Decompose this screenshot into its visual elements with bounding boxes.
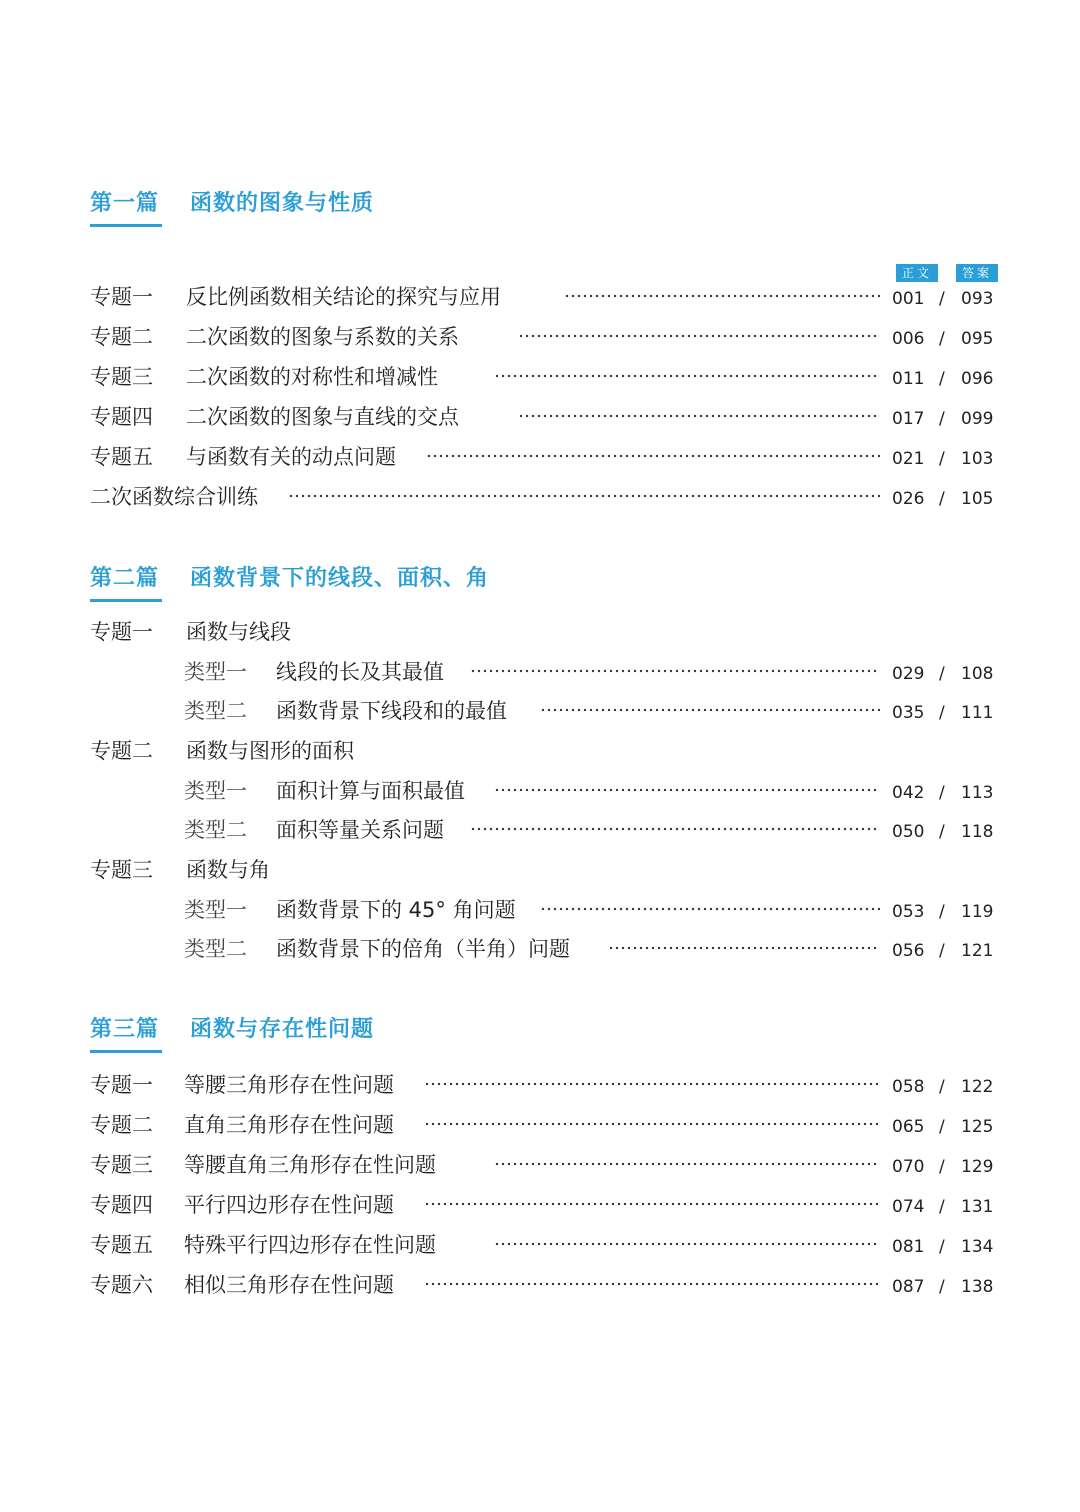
dot-leader	[424, 1078, 880, 1090]
part-header	[90, 1012, 1000, 1072]
page-numbers: 065 / 125	[885, 1114, 1000, 1140]
topic-label: 专题三	[90, 858, 153, 882]
entry-title: 等腰直角三角形存在性问题	[184, 1153, 436, 1177]
toc-row[interactable]	[90, 776, 1000, 806]
dot-leader	[470, 823, 880, 835]
text-page: 042	[892, 783, 925, 803]
topic-label: 专题三	[90, 365, 153, 389]
toc-row[interactable]	[90, 1230, 1000, 1260]
text-page: 065	[892, 1117, 925, 1137]
part-1	[90, 186, 1000, 516]
topic-label: 专题六	[90, 1273, 153, 1297]
part-underline	[90, 599, 162, 602]
page-numbers: 021 / 103	[885, 446, 1000, 472]
text-page: 053	[892, 902, 925, 922]
answer-page: 121	[961, 941, 994, 961]
topic-label: 专题一	[90, 620, 153, 644]
text-page: 070	[892, 1157, 925, 1177]
entry-title: 函数背景下的倍角（半角）问题	[276, 937, 570, 961]
type-label: 类型二	[184, 937, 247, 961]
text-page: 081	[892, 1237, 925, 1257]
part-number: 第一篇	[90, 191, 160, 216]
topic-label: 专题四	[90, 405, 153, 429]
text-page: 026	[892, 489, 925, 509]
page-numbers: 081 / 134	[885, 1234, 1000, 1260]
page-numbers: 050 / 118	[885, 819, 1000, 845]
entry-title: 平行四边形存在性问题	[184, 1193, 394, 1217]
dot-leader	[564, 290, 880, 302]
entry-title: 面积计算与面积最值	[276, 779, 465, 803]
answer-page: 129	[961, 1157, 994, 1177]
entry-title: 函数背景下线段和的最值	[276, 699, 507, 723]
dot-leader	[494, 784, 880, 796]
answer-page: 122	[961, 1077, 994, 1097]
page-numbers: 026 / 105	[885, 486, 1000, 512]
page-numbers: 011 / 096	[885, 366, 1000, 392]
entry-title: 与函数有关的动点问题	[186, 445, 396, 469]
toc-row[interactable]	[90, 1110, 1000, 1140]
topic-label: 专题二	[90, 739, 153, 763]
toc-row[interactable]	[90, 934, 1000, 964]
dot-leader	[494, 1158, 880, 1170]
text-page: 017	[892, 409, 925, 429]
answer-page: 134	[961, 1237, 994, 1257]
entry-title: 二次函数的图象与系数的关系	[186, 325, 459, 349]
type-label: 类型二	[184, 818, 247, 842]
type-label: 类型一	[184, 898, 247, 922]
topic-label: 专题一	[90, 1073, 153, 1097]
part-number: 第二篇	[90, 566, 160, 591]
toc-row[interactable]	[90, 696, 1000, 726]
dot-leader	[540, 704, 880, 716]
entry-title: 线段的长及其最值	[276, 660, 444, 684]
column-badges	[888, 264, 1000, 282]
text-page: 050	[892, 822, 925, 842]
dot-leader	[424, 1118, 880, 1130]
part-number: 第三篇	[90, 1017, 160, 1042]
entry-title: 二次函数的图象与直线的交点	[186, 405, 459, 429]
answer-page: 105	[961, 489, 994, 509]
dot-leader	[518, 410, 880, 422]
answer-page: 125	[961, 1117, 994, 1137]
topic-title: 函数与图形的面积	[186, 739, 354, 763]
toc-row[interactable]	[90, 282, 1000, 312]
answer-page: 096	[961, 369, 994, 389]
answer-page: 119	[961, 902, 994, 922]
topic-label: 专题五	[90, 445, 153, 469]
toc-row[interactable]	[90, 402, 1000, 432]
topic-label: 专题一	[90, 285, 153, 309]
page-numbers: 042 / 113	[885, 780, 1000, 806]
page-numbers: 006 / 095	[885, 326, 1000, 352]
answer-page: 131	[961, 1197, 994, 1217]
text-page: 006	[892, 329, 925, 349]
dot-leader	[540, 903, 880, 915]
answer-page: 099	[961, 409, 994, 429]
topic-title: 函数与角	[186, 858, 270, 882]
answer-page: 108	[961, 664, 994, 684]
topic-label: 专题二	[90, 325, 153, 349]
text-page-badge: 正文	[896, 264, 938, 282]
topic-title: 函数与线段	[186, 620, 291, 644]
dot-leader	[424, 1198, 880, 1210]
part-3	[90, 1012, 1000, 1307]
dot-leader	[424, 1278, 880, 1290]
text-page: 087	[892, 1277, 925, 1297]
toc-row[interactable]	[90, 482, 1000, 512]
part-title: 函数与存在性问题	[190, 1017, 375, 1042]
part-title: 函数背景下的线段、面积、角	[190, 566, 490, 591]
dot-leader	[288, 490, 880, 502]
answer-page: 093	[961, 289, 994, 309]
part-header	[90, 561, 1000, 621]
toc-row[interactable]	[90, 1190, 1000, 1220]
dot-leader	[494, 1238, 880, 1250]
type-label: 类型一	[184, 660, 247, 684]
dot-leader	[426, 450, 880, 462]
page-numbers: 017 / 099	[885, 406, 1000, 432]
entry-title: 特殊平行四边形存在性问题	[184, 1233, 436, 1257]
part-2	[90, 561, 1000, 971]
text-page: 074	[892, 1197, 925, 1217]
entry-title: 反比例函数相关结论的探究与应用	[186, 285, 501, 309]
text-page: 021	[892, 449, 925, 469]
answer-page: 103	[961, 449, 994, 469]
toc-row[interactable]	[90, 895, 1000, 925]
text-page: 011	[892, 369, 925, 389]
entry-title: 相似三角形存在性问题	[184, 1273, 394, 1297]
toc-row[interactable]	[90, 322, 1000, 352]
text-page: 001	[892, 289, 925, 309]
page-numbers: 070 / 129	[885, 1154, 1000, 1180]
page-numbers: 074 / 131	[885, 1194, 1000, 1220]
entry-title: 等腰三角形存在性问题	[184, 1073, 394, 1097]
text-page: 058	[892, 1077, 925, 1097]
toc-row[interactable]	[90, 1150, 1000, 1180]
part-title: 函数的图象与性质	[190, 191, 375, 216]
topic-label: 专题四	[90, 1193, 153, 1217]
dot-leader	[494, 370, 880, 382]
page-numbers: 053 / 119	[885, 899, 1000, 925]
topic-heading[interactable]	[90, 855, 1000, 885]
toc-row[interactable]	[90, 442, 1000, 472]
dot-leader	[518, 330, 880, 342]
entry-title: 函数背景下的 45° 角问题	[276, 898, 516, 922]
page-numbers: 087 / 138	[885, 1274, 1000, 1300]
text-page: 029	[892, 664, 925, 684]
page-numbers: 056 / 121	[885, 938, 1000, 964]
toc-row[interactable]	[90, 1070, 1000, 1100]
toc-row[interactable]	[90, 1270, 1000, 1300]
part-underline	[90, 1050, 162, 1053]
type-label: 类型二	[184, 699, 247, 723]
answer-page: 118	[961, 822, 994, 842]
entry-title: 二次函数综合训练	[90, 485, 258, 509]
toc-row[interactable]	[90, 362, 1000, 392]
part-underline	[90, 224, 162, 227]
dot-leader	[470, 665, 880, 677]
answer-page-badge: 答案	[956, 264, 998, 282]
answer-page: 095	[961, 329, 994, 349]
topic-heading[interactable]	[90, 617, 1000, 647]
answer-page: 113	[961, 783, 994, 803]
type-label: 类型一	[184, 779, 247, 803]
part-header	[90, 186, 1000, 246]
topic-label: 专题三	[90, 1153, 153, 1177]
page-numbers: 058 / 122	[885, 1074, 1000, 1100]
text-page: 056	[892, 941, 925, 961]
answer-page: 138	[961, 1277, 994, 1297]
text-page: 035	[892, 703, 925, 723]
toc-row[interactable]	[90, 815, 1000, 845]
entry-title: 二次函数的对称性和增减性	[186, 365, 438, 389]
topic-label: 专题五	[90, 1233, 153, 1257]
entry-title: 面积等量关系问题	[276, 818, 444, 842]
topic-heading[interactable]	[90, 736, 1000, 766]
topic-label: 专题二	[90, 1113, 153, 1137]
page-numbers: 001 / 093	[885, 286, 1000, 312]
entry-title: 直角三角形存在性问题	[184, 1113, 394, 1137]
page-numbers: 035 / 111	[885, 700, 1000, 726]
answer-page: 111	[961, 703, 994, 723]
toc-row[interactable]	[90, 657, 1000, 687]
page-numbers: 029 / 108	[885, 661, 1000, 687]
dot-leader	[608, 942, 880, 954]
